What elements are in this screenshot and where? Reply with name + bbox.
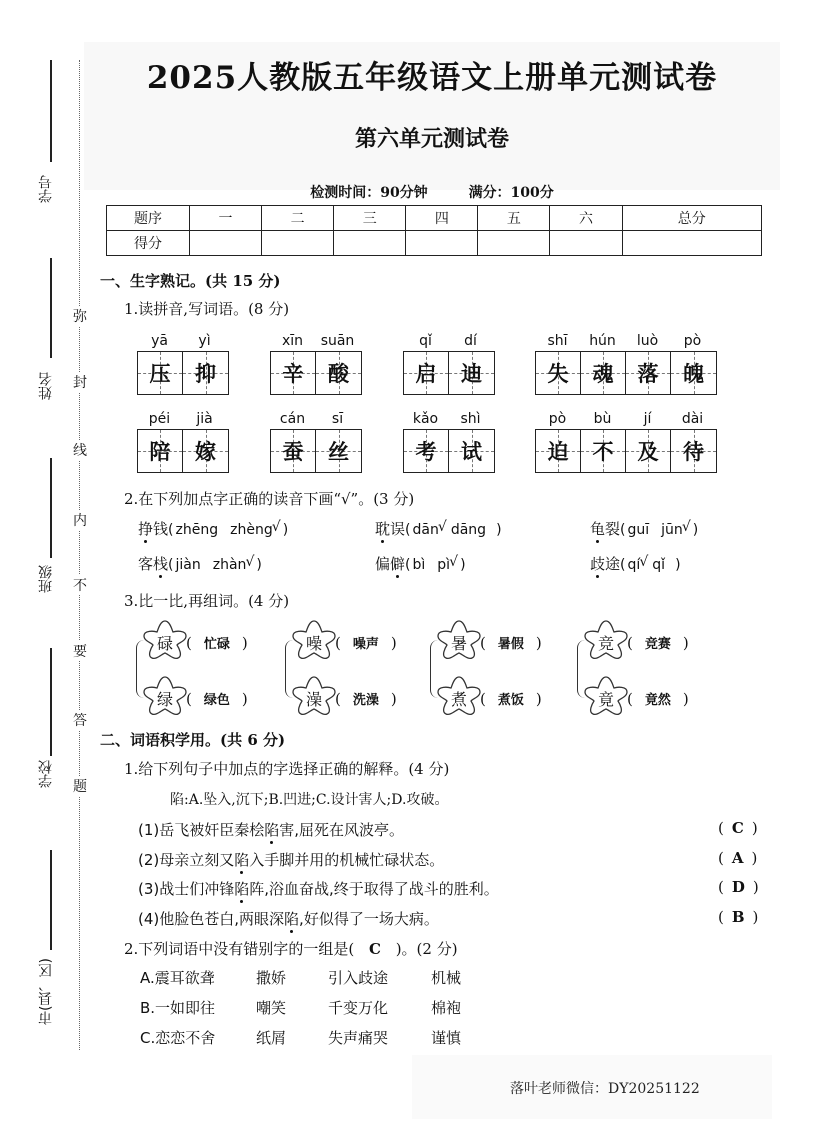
close-paren: )	[675, 557, 681, 573]
choice-word	[375, 520, 405, 538]
close-paren: )	[682, 690, 689, 708]
choice-word	[375, 555, 405, 573]
pinyin-option-checked[interactable]: jūn √	[661, 522, 683, 538]
pinyin-option[interactable]: dāng	[450, 522, 487, 538]
close-paren: )	[460, 557, 466, 573]
written-char: 抑	[195, 361, 216, 386]
section2-q1-prompt: 1.给下列句子中加点的字选择正确的解释。(4 分)	[124, 760, 450, 778]
q2-prompt-pre: 2.下列词语中没有错别字的一组是(	[124, 940, 355, 958]
seal-char: 不	[72, 575, 88, 595]
pinyin-syllable: shī	[547, 333, 568, 349]
choice-word	[590, 520, 620, 538]
pinyin-choice-item	[375, 518, 502, 539]
label-school: 学校	[38, 760, 54, 788]
close-paren: )	[535, 690, 542, 708]
score-input-cell[interactable]	[550, 231, 622, 256]
pinyin-syllable: kǎo	[412, 411, 439, 427]
tianzige-cell[interactable]	[671, 352, 716, 394]
char: 裂	[605, 520, 621, 538]
choice-word	[590, 555, 620, 573]
written-char: 压	[149, 361, 171, 386]
score-header-cell: 六	[550, 206, 622, 231]
open-paren: (	[168, 522, 174, 538]
pinyin-word	[535, 333, 717, 395]
item-text-post: 入手脚并用的机械忙碌状态。	[249, 850, 445, 869]
answer-blank	[718, 878, 759, 896]
dotted-char: 栈	[153, 555, 169, 573]
pinyin-row	[403, 411, 495, 429]
compare-answer	[335, 689, 397, 708]
written-char: 待	[683, 439, 704, 464]
pinyin-option[interactable]: jiàn	[175, 557, 201, 573]
dotted-char: 歧	[590, 555, 606, 573]
footer-contact: 落叶老师微信：DY20251122	[510, 1081, 700, 1097]
char: 钱	[153, 520, 169, 538]
choice-word: 嘲笑	[256, 999, 287, 1017]
dotted-char: 龟	[590, 520, 606, 538]
written-char: 落	[637, 361, 659, 386]
pinyin-choice-item	[375, 553, 466, 574]
pinyin-syllable: suān	[320, 333, 355, 349]
choice-word: 棉袍	[431, 999, 462, 1017]
open-paren: (	[480, 634, 486, 652]
tianzige-cells	[137, 351, 229, 395]
answer-blank	[718, 819, 758, 837]
compare-group	[136, 618, 286, 718]
pinyin-row	[270, 333, 362, 351]
written-char: 考	[415, 439, 437, 464]
school-blank[interactable]	[50, 648, 52, 756]
item-text-pre: (4)他脸色苍白,两眼深	[138, 909, 285, 928]
open-paren: (	[718, 848, 724, 867]
score-input-cell[interactable]	[190, 231, 262, 256]
pinyin-syllable: pò	[548, 411, 567, 427]
main-title: 2025人教版五年级语文上册单元测试卷	[146, 60, 718, 96]
compare-char: 澡	[305, 690, 322, 709]
label-class: 班级	[38, 565, 54, 593]
tianzige-cell[interactable]	[581, 352, 626, 394]
seal-dotted-line	[79, 60, 80, 1050]
tianzige-cell[interactable]	[536, 352, 581, 394]
pinyin-syllable: dí	[464, 333, 477, 349]
section1-q3-prompt: 3.比一比,再组词。(4 分)	[124, 592, 290, 610]
seal-char: 答	[72, 710, 88, 730]
choice-word: 失声痛哭	[328, 1029, 389, 1047]
compare-group	[577, 618, 727, 718]
pinyin-row	[403, 333, 495, 351]
answer-letter[interactable]: C	[731, 819, 744, 837]
close-paren: )	[535, 634, 542, 652]
q2-answer[interactable]: C	[368, 940, 381, 958]
char: 偏	[375, 555, 391, 573]
item-text-post: 阵,浴血奋战,终于取得了战斗的胜利。	[249, 880, 499, 898]
answer-word[interactable]: 噪声	[352, 637, 379, 652]
choice-word: B.一如即往	[140, 999, 216, 1017]
pinyin-choice-item	[590, 553, 681, 574]
seal-char: 弥	[72, 306, 88, 326]
pinyin-word	[270, 333, 362, 395]
pinyin-syllable: sī	[331, 411, 344, 427]
pinyin-word	[403, 333, 495, 395]
written-char: 陪	[149, 439, 171, 464]
written-char: 酸	[328, 361, 349, 386]
pinyin-syllable: luò	[636, 333, 659, 349]
pinyin-syllable: cán	[279, 411, 306, 427]
label-name: 姓名	[38, 372, 54, 400]
compare-answer	[480, 633, 542, 652]
tianzige-cells	[137, 429, 229, 473]
pinyin-option-checked[interactable]: dān √	[413, 522, 439, 538]
flower-char-box	[436, 618, 482, 660]
compare-answer	[627, 633, 689, 652]
full-score: 满分：100分	[468, 185, 554, 201]
written-char: 蚕	[282, 439, 304, 464]
pinyin-option-checked[interactable]: pì √	[437, 557, 450, 573]
exam-info	[84, 182, 780, 202]
pinyin-option[interactable]: qǐ	[652, 557, 666, 573]
score-table	[106, 205, 762, 256]
tianzige-cell[interactable]	[404, 430, 449, 472]
compare-answer	[186, 689, 248, 708]
written-char: 失	[547, 361, 569, 386]
tianzige-cell[interactable]	[671, 430, 716, 472]
pinyin-syllable: péi	[148, 411, 171, 427]
written-char: 及	[637, 439, 659, 464]
tianzige-cells	[535, 351, 717, 395]
choice-word: 撒娇	[256, 969, 287, 987]
pinyin-syllable: xīn	[281, 333, 304, 349]
tianzige-cells	[403, 351, 495, 395]
open-paren: (	[335, 690, 341, 708]
pinyin-option-checked[interactable]: qí √	[628, 557, 641, 573]
score-input-cell[interactable]	[478, 231, 550, 256]
close-paren: )	[751, 848, 758, 867]
open-paren: (	[186, 634, 192, 652]
tianzige-cells	[403, 429, 495, 473]
open-paren: (	[620, 557, 626, 573]
close-paren: )	[682, 634, 689, 652]
written-char: 不	[592, 439, 614, 464]
tianzige-cell[interactable]	[536, 430, 581, 472]
compare-answer	[186, 633, 248, 652]
close-paren: )	[390, 690, 397, 708]
open-paren: (	[718, 819, 724, 837]
pinyin-row	[270, 411, 362, 429]
answer-word[interactable]: 竞赛	[644, 637, 671, 652]
score-header-cell: 题序	[107, 206, 190, 231]
pinyin-syllable: jià	[196, 411, 213, 427]
open-paren: (	[405, 522, 411, 538]
name-blank[interactable]	[50, 258, 52, 358]
score-header-cell: 四	[406, 206, 478, 231]
compare-char: 暑	[450, 634, 467, 653]
written-char: 丝	[328, 439, 349, 464]
pinyin-row	[535, 333, 717, 351]
answer-blank	[718, 849, 757, 867]
flower-char-box	[436, 674, 482, 716]
label-student-id: 学号	[38, 175, 54, 203]
pinyin-syllable: bù	[593, 411, 612, 427]
char: 误	[390, 520, 406, 538]
pinyin-syllable: yì	[198, 333, 211, 349]
choice-word: 谨慎	[431, 1029, 462, 1047]
written-char: 试	[461, 439, 482, 464]
class-blank[interactable]	[50, 458, 52, 558]
tianzige-cell[interactable]	[581, 430, 626, 472]
pinyin-word	[270, 411, 362, 473]
score-row-label: 得分	[107, 231, 190, 256]
answer-letter[interactable]: D	[731, 878, 745, 896]
compare-group	[430, 618, 580, 718]
score-header-cell: 一	[190, 206, 262, 231]
compare-answer	[627, 689, 689, 708]
close-paren: )	[390, 634, 397, 652]
pinyin-option-checked[interactable]: zhèng √	[230, 522, 273, 538]
pinyin-syllable: pò	[683, 333, 702, 349]
answer-word[interactable]: 暑假	[497, 637, 524, 652]
tianzige-cells	[270, 429, 362, 473]
tianzige-cell[interactable]	[404, 352, 449, 394]
choice-option-row[interactable]	[140, 967, 461, 988]
flower-char-box	[291, 618, 337, 660]
label-city: 市(县、区)	[38, 958, 54, 1025]
pinyin-syllable: jí	[643, 411, 652, 427]
pinyin-choice-item	[138, 518, 288, 539]
seal-char: 要	[72, 641, 88, 661]
tianzige-cell[interactable]	[183, 352, 228, 394]
open-paren: (	[186, 690, 192, 708]
tianzige-cell[interactable]	[626, 352, 671, 394]
definition-item	[138, 819, 404, 840]
definition-item	[138, 908, 439, 929]
tianzige-cell[interactable]	[626, 430, 671, 472]
definition-item	[138, 849, 444, 870]
pinyin-option[interactable]: guī	[627, 522, 650, 538]
choice-word: A.震耳欲聋	[140, 969, 215, 987]
pinyin-word	[137, 411, 229, 473]
flower-char-box	[583, 618, 629, 660]
dotted-char: 僻	[390, 555, 406, 573]
tianzige-cell[interactable]	[271, 430, 316, 472]
open-paren: (	[627, 634, 633, 652]
compare-char: 绿	[156, 690, 173, 709]
score-header-cell: 三	[334, 206, 406, 231]
close-paren: )	[496, 522, 502, 538]
close-paren: )	[752, 878, 759, 896]
score-table-header-row	[107, 206, 762, 231]
open-paren: (	[405, 557, 411, 573]
compare-char: 碌	[156, 634, 173, 653]
score-input-cell[interactable]	[622, 231, 761, 256]
compare-char: 竞	[597, 634, 614, 653]
open-paren: (	[335, 634, 341, 652]
section2-q2-prompt	[124, 938, 458, 959]
compare-group	[285, 618, 435, 718]
q2-prompt-post: )。(2 分)	[395, 940, 458, 958]
pinyin-row	[137, 411, 229, 429]
definition-item	[138, 878, 499, 899]
open-paren: (	[620, 522, 626, 538]
tianzige-cells	[270, 351, 362, 395]
dotted-char: 陷	[264, 821, 280, 839]
choice-word: 引入歧途	[328, 969, 389, 987]
answer-blank	[718, 908, 758, 926]
item-text-post: ,好似得了一场大病。	[299, 909, 439, 928]
tianzige-cell[interactable]	[449, 430, 494, 472]
choice-word: C.恋恋不舍	[140, 1029, 216, 1047]
answer-word[interactable]: 绿色	[203, 693, 230, 708]
choice-option-row[interactable]	[140, 997, 461, 1018]
char: 途	[605, 555, 621, 573]
seal-char: 内	[72, 510, 88, 530]
pinyin-option-checked[interactable]: zhàn √	[213, 557, 247, 573]
seal-char: 线	[72, 440, 88, 460]
score-header-cell: 二	[262, 206, 334, 231]
pinyin-row	[535, 411, 717, 429]
open-paren: (	[627, 690, 633, 708]
flower-char-box	[291, 674, 337, 716]
answer-letter[interactable]: A	[731, 848, 744, 867]
close-paren: )	[751, 819, 758, 837]
dotted-char: 陷	[234, 850, 250, 869]
compare-answer	[335, 633, 397, 652]
written-char: 迫	[547, 439, 569, 464]
pinyin-row	[137, 333, 229, 351]
char: 客	[138, 555, 154, 573]
score-table-score-row	[107, 231, 762, 256]
flower-char-box	[142, 674, 188, 716]
tianzige-cell[interactable]	[316, 430, 361, 472]
dotted-char: 陷	[234, 880, 250, 898]
item-text-pre: (3)战士们冲锋	[138, 880, 235, 898]
pinyin-syllable: hún	[589, 333, 616, 349]
sub-title: 第六单元测试卷	[354, 126, 509, 152]
pinyin-choice-item	[138, 553, 262, 574]
tianzige-cell[interactable]	[138, 352, 183, 394]
dotted-char: 陷	[284, 909, 300, 928]
section1-q2-prompt: 2.在下列加点字正确的读音下画“√”。(3 分)	[124, 490, 415, 508]
seal-char: 题	[72, 776, 88, 796]
pinyin-word	[403, 411, 495, 473]
item-text-post: 害,屈死在风波亭。	[279, 821, 405, 839]
score-header-cell: 五	[478, 206, 550, 231]
written-char: 辛	[282, 361, 304, 386]
pinyin-word	[137, 333, 229, 395]
city-blank[interactable]	[50, 850, 52, 950]
section1-q1-prompt: 1.读拼音,写词语。(8 分)	[124, 300, 290, 318]
dotted-char: 挣	[138, 520, 154, 538]
close-paren: )	[282, 522, 289, 538]
exam-time: 检测时间：90分钟	[310, 185, 428, 201]
answer-word[interactable]: 煮饭	[497, 693, 524, 708]
pinyin-option[interactable]: bì	[412, 557, 426, 573]
close-paren: )	[692, 522, 699, 538]
compare-answer	[480, 689, 542, 708]
pinyin-syllable: shì	[460, 411, 481, 427]
item-text-pre: (1)岳飞被奸臣秦桧	[138, 821, 265, 839]
score-input-cell[interactable]	[406, 231, 478, 256]
pinyin-option[interactable]: zhēng	[175, 522, 219, 538]
tianzige-cell[interactable]	[449, 352, 494, 394]
compare-char: 煮	[450, 690, 467, 709]
flower-char-box	[142, 618, 188, 660]
tianzige-cells	[535, 429, 717, 473]
close-paren: )	[256, 557, 262, 573]
pinyin-syllable: dài	[681, 411, 704, 427]
item-text-pre: (2)母亲立刻又	[138, 850, 235, 869]
tianzige-cell[interactable]	[271, 352, 316, 394]
written-char: 启	[415, 361, 437, 386]
seal-char: 封	[72, 372, 88, 392]
score-input-cell[interactable]	[262, 231, 334, 256]
flower-char-box	[583, 674, 629, 716]
open-paren: (	[718, 907, 724, 926]
answer-word[interactable]: 忙碌	[203, 637, 230, 652]
choice-option-row[interactable]	[140, 1027, 461, 1048]
pinyin-word	[535, 411, 717, 473]
choice-word	[138, 520, 168, 538]
tianzige-cell[interactable]	[316, 352, 361, 394]
answer-word[interactable]: 竟然	[644, 693, 671, 708]
open-paren: (	[480, 690, 486, 708]
choice-word: 机械	[431, 969, 462, 987]
tianzige-cell[interactable]	[183, 430, 228, 472]
close-paren: )	[752, 907, 759, 926]
score-input-cell[interactable]	[334, 231, 406, 256]
score-header-cell: 总分	[622, 206, 761, 231]
written-char: 魄	[683, 361, 704, 386]
section1-heading: 一、生字熟记。(共 15 分)	[100, 272, 281, 290]
written-char: 迪	[461, 361, 482, 386]
written-char: 嫁	[195, 439, 216, 464]
choice-word: 千变万化	[328, 999, 389, 1017]
close-paren: )	[241, 690, 248, 708]
pinyin-syllable: yā	[151, 333, 168, 349]
definition-list: 陷:A.坠入,沉下;B.凹进;C.设计害人;D.攻破。	[170, 792, 449, 808]
choice-word: 纸屑	[256, 1029, 287, 1047]
close-paren: )	[241, 634, 248, 652]
answer-word[interactable]: 洗澡	[352, 693, 379, 708]
section2-heading: 二、词语积学用。(共 6 分)	[100, 731, 286, 749]
open-paren: (	[718, 878, 724, 896]
choice-word	[138, 555, 168, 573]
compare-char: 竟	[597, 690, 614, 709]
compare-char: 噪	[305, 634, 322, 653]
open-paren: (	[168, 557, 174, 573]
answer-letter[interactable]: B	[731, 907, 745, 926]
written-char: 魂	[592, 361, 614, 386]
dotted-char: 耽	[375, 520, 391, 538]
student-id-blank[interactable]	[50, 60, 52, 162]
pinyin-syllable: qǐ	[419, 333, 432, 349]
tianzige-cell[interactable]	[138, 430, 183, 472]
pinyin-choice-item	[590, 518, 698, 539]
